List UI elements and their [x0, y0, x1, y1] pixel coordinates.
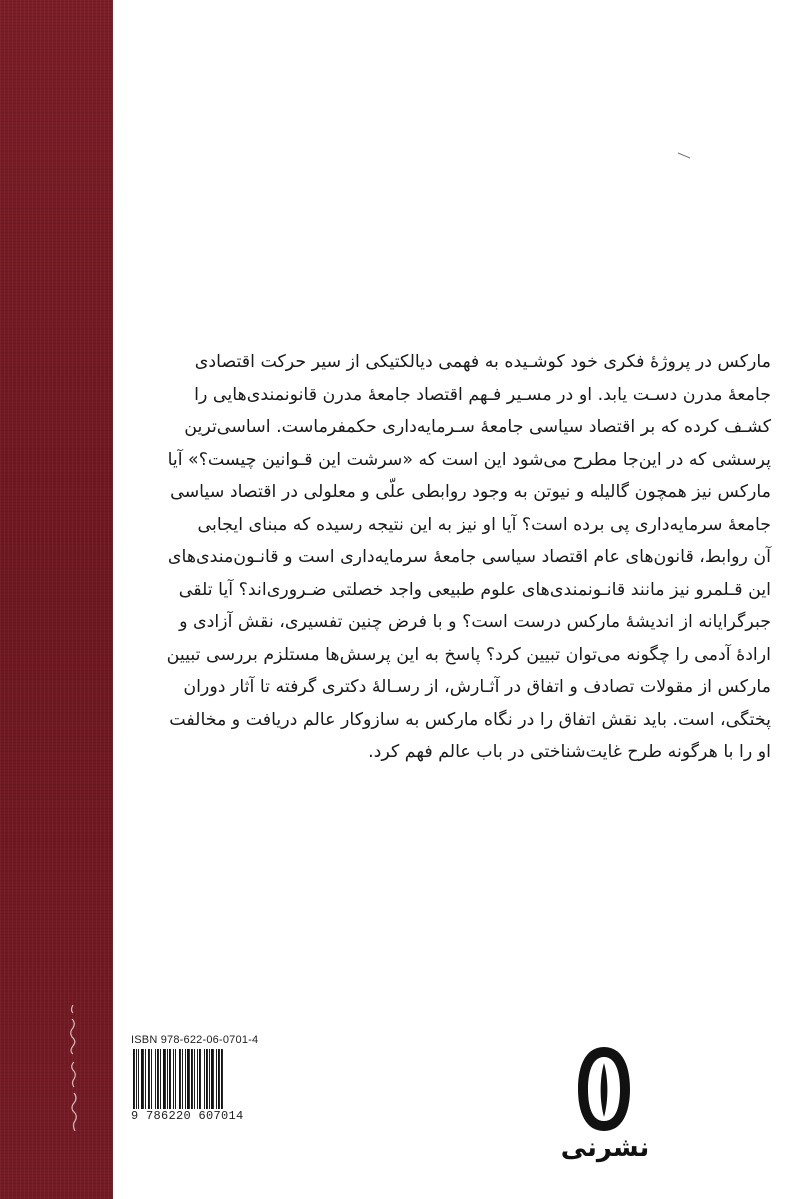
barcode-bar [187, 1049, 190, 1109]
barcode-bar [167, 1049, 168, 1109]
blurb-line: مارکس در پروژهٔ فکری خود کوشـیده به فهمی دیالکتیکی از سیر حرکت اقتصادی [194, 352, 771, 372]
blurb-line: آن روابط، قانون‌های عام اقتصاد سیاسی جامعهٔ سرمایه‌داری است و قانـون‌مندی‌های [167, 547, 771, 567]
barcode-digits: 9 786220 607014 [131, 1109, 244, 1123]
barcode-bar [182, 1049, 183, 1109]
barcode-bar [163, 1049, 166, 1109]
publisher-name: نشرنی [560, 1133, 650, 1163]
barcode-bar [199, 1049, 201, 1109]
book-spine [0, 0, 113, 1199]
barcode-bar [204, 1049, 205, 1109]
barcode-bar [218, 1049, 220, 1109]
barcode-bar [221, 1049, 223, 1109]
barcode-bar [211, 1049, 214, 1109]
blurb-line: مارکس از مقولات تصادف و اتفاق در آثـارش، از رسـالهٔ دکتری گرفته تا آثار دوران [183, 677, 771, 697]
blurb-line: جامعهٔ سرمایه‌داری پی برده است؟ آیا او نیز به این نتیجه رسیده که مبنای ایجابی [197, 514, 771, 535]
barcode-bar [138, 1049, 139, 1109]
barcode-bar [151, 1049, 152, 1109]
blurb-line: مارکس نیز همچون گالیله و نیوتن به وجود روابطی علّی و معلولی در اقتصاد سیاسی [170, 482, 771, 502]
back-cover-blurb [131, 346, 771, 769]
barcode-bar [179, 1049, 181, 1109]
barcode-bar [169, 1049, 171, 1109]
spine-handwritten-text [64, 1000, 86, 1140]
blurb-line: پرسشی که در این‌جا مطرح می‌شود این است که «سرشت این قـوانین چیست؟» آیا [167, 449, 771, 470]
barcode-bar [175, 1049, 176, 1109]
isbn-barcode [131, 1033, 259, 1125]
barcode-bar [136, 1049, 137, 1109]
blurb-line: جامعهٔ مدرن دسـت یابد. او در مسـیر فـهم اقتصاد جامعهٔ مدرن قانونمندی‌هایی را [194, 384, 771, 405]
barcode-bar [209, 1049, 210, 1109]
blurb-line: ارادهٔ آدمی را چگونه می‌توان تبیین کرد؟ پاسخ به این پرسش‌ها مستلزم بررسی تبیین [166, 644, 771, 665]
barcode-bar [185, 1049, 186, 1109]
isbn-label: ISBN 978-622-06-0701-4 [131, 1034, 259, 1046]
blurb-line: کشـف کرده که بر اقتصاد سیاسی جامعهٔ سـرمایه‌داری حکمفرماست. اساسی‌ترین [184, 417, 771, 437]
barcode-bar [145, 1049, 146, 1109]
barcode-bar [160, 1049, 161, 1109]
blurb-line: این قـلمرو نیز مانند قانـونمندی‌های علوم طبیعی واجد خصلتی ضـروری‌اند؟ آیا تلقی [178, 579, 771, 600]
nashr-ney-logo-icon [574, 1043, 634, 1135]
blurb-line: جبرگرایانه از اندیشهٔ مارکس درست است؟ و با فرض چنین تفسیری، نقش آزادی و [179, 612, 771, 632]
barcode-bar [197, 1049, 198, 1109]
barcode-bar [148, 1049, 150, 1109]
barcode-bar [194, 1049, 195, 1109]
blurb-line: او را با هرگونه طرح غایت‌شناختی در باب عالم فهم کرد. [368, 742, 771, 762]
stray-mark [676, 150, 696, 162]
barcode-bar [173, 1049, 174, 1109]
barcode-bar [141, 1049, 144, 1109]
barcode-bar [206, 1049, 208, 1109]
barcode-bar [133, 1049, 135, 1109]
barcode-bar [216, 1049, 217, 1109]
barcode-bar [157, 1049, 159, 1109]
barcode-bar [191, 1049, 193, 1109]
barcode-bars [131, 1049, 253, 1109]
barcode-bar [155, 1049, 156, 1109]
blurb-line: پختگی، است. باید نقش اتفاق را در نگاه مارکس به سازوکار عالم دریافت و مخالفت [169, 709, 771, 730]
